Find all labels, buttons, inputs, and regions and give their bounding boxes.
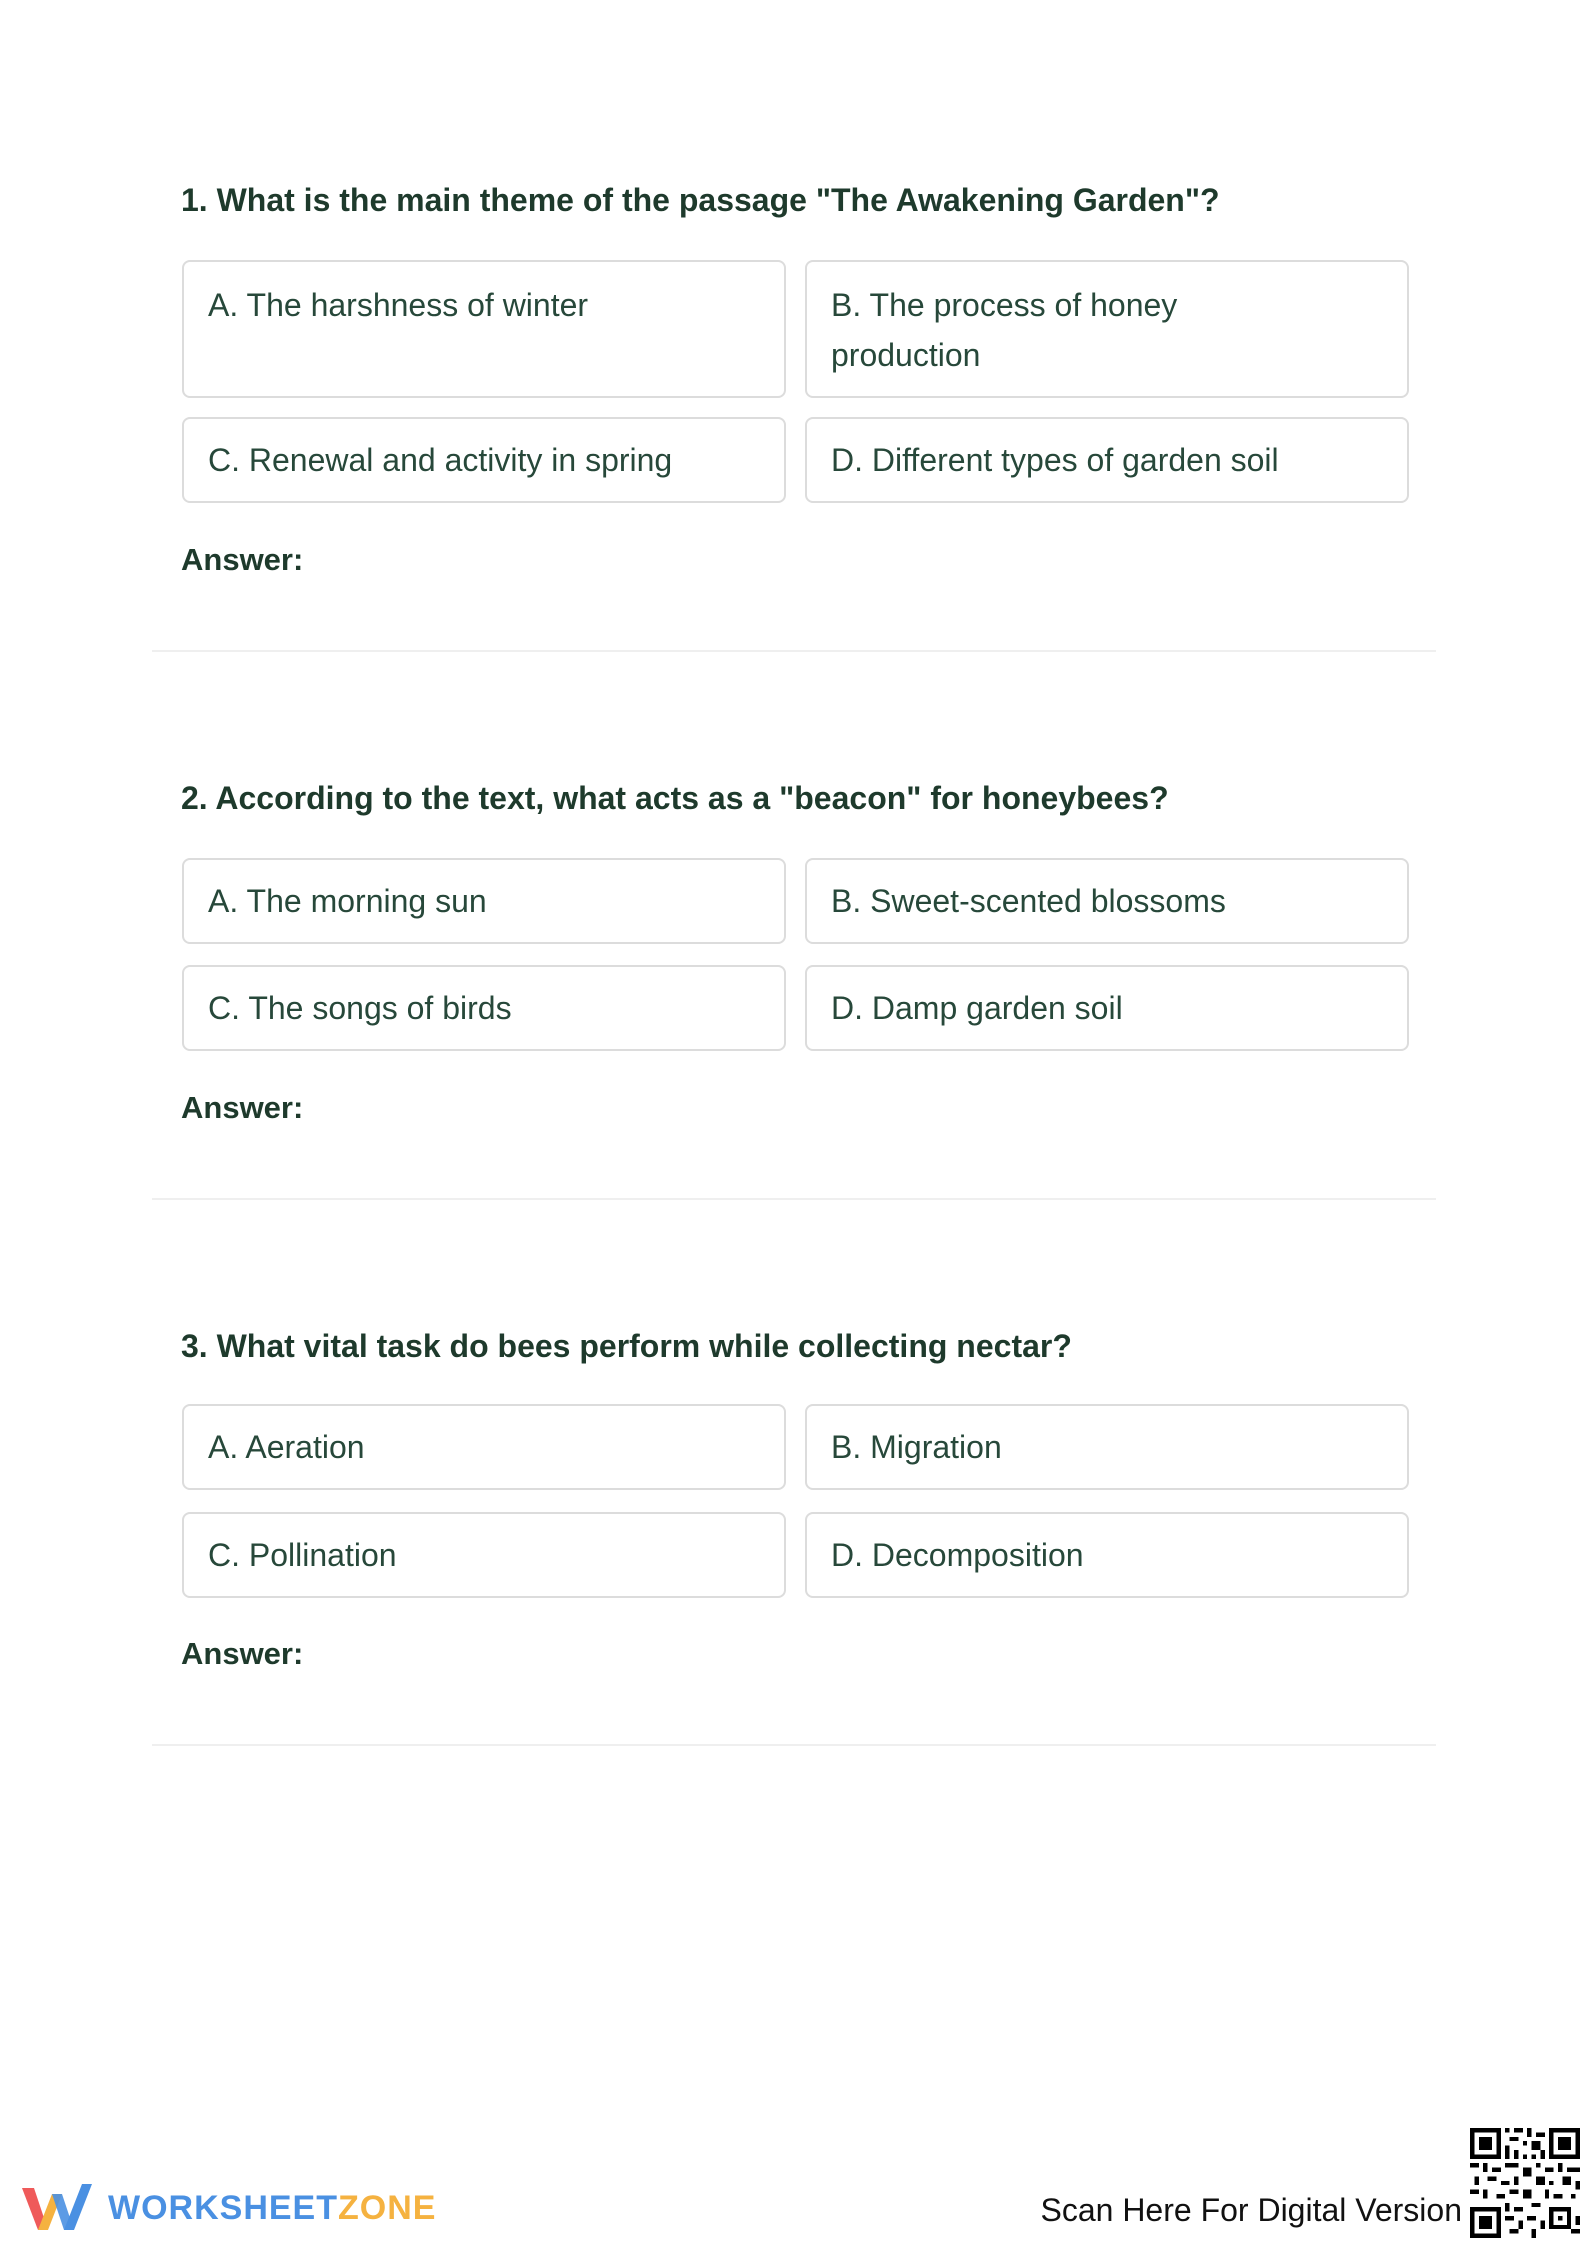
brand-logo xyxy=(18,2178,436,2238)
option-a[interactable]: A. The harshness of winter xyxy=(182,260,786,398)
qr-code-icon[interactable] xyxy=(1470,2128,1580,2238)
option-b[interactable]: B. Migration xyxy=(805,1404,1409,1490)
option-c[interactable]: C. The songs of birds xyxy=(182,965,786,1051)
question-title: 2. According to the text, what acts as a "beacon" for honeybees? xyxy=(181,780,1169,816)
option-c[interactable]: C. Pollination xyxy=(182,1512,786,1598)
option-a[interactable]: A. Aeration xyxy=(182,1404,786,1490)
worksheetzone-w-logo-icon xyxy=(18,2180,94,2236)
question-title: 1. What is the main theme of the passage "The Awakening Garden"? xyxy=(181,182,1220,218)
option-d[interactable]: D. Damp garden soil xyxy=(805,965,1409,1051)
brand-name xyxy=(108,2189,436,2228)
brand-part-zone: ZONE xyxy=(338,2188,437,2227)
option-b[interactable]: B. Sweet-scented blossoms xyxy=(805,858,1409,944)
option-c[interactable]: C. Renewal and activity in spring xyxy=(182,417,786,503)
answer-label: Answer: xyxy=(181,1636,304,1671)
divider xyxy=(152,650,1436,652)
option-a[interactable]: A. The morning sun xyxy=(182,858,786,944)
question-1 xyxy=(0,180,1588,780)
option-b[interactable]: B. The process of honey production xyxy=(805,260,1409,398)
brand-part-worksheet: WORKSHEET xyxy=(108,2188,338,2227)
question-title: 3. What vital task do bees perform while collecting nectar? xyxy=(181,1328,1072,1364)
question-3 xyxy=(0,1326,1588,1926)
answer-label: Answer: xyxy=(181,542,304,577)
divider xyxy=(152,1198,1436,1200)
scan-text: Scan Here For Digital Version xyxy=(1040,2192,1462,2228)
option-d[interactable]: D. Decomposition xyxy=(805,1512,1409,1598)
option-d[interactable]: D. Different types of garden soil xyxy=(805,417,1409,503)
answer-label: Answer: xyxy=(181,1090,304,1125)
question-2 xyxy=(0,778,1588,1378)
divider xyxy=(152,1744,1436,1746)
